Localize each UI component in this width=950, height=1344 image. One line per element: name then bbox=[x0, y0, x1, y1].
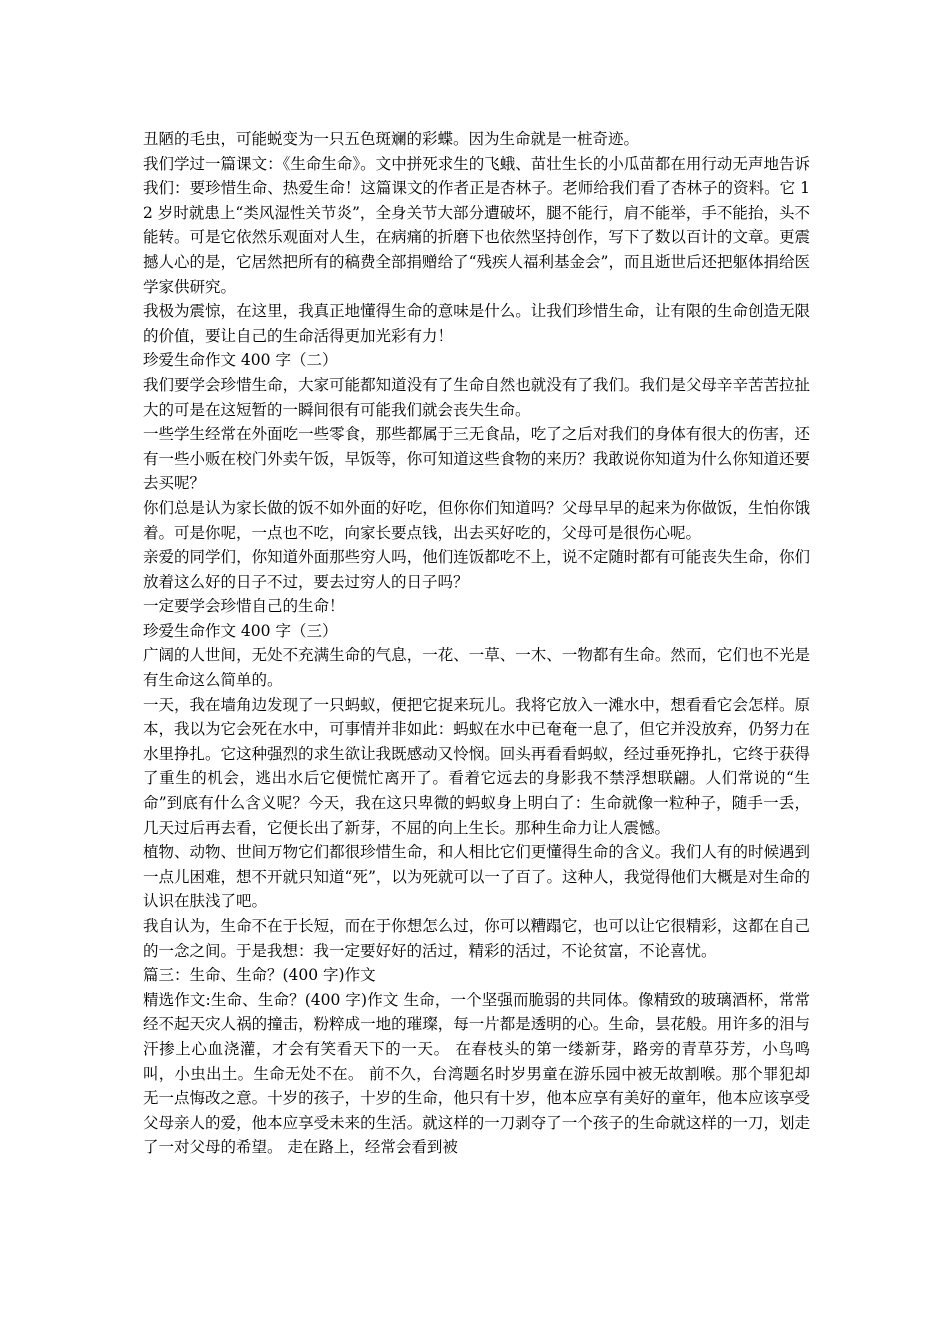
paragraph: 广阔的人世间，无处不充满生命的气息，一花、一草、一木、一物都有生命。然而，它们也不光是有生命这么简单的。 bbox=[143, 646, 810, 690]
document-body bbox=[143, 127, 810, 1160]
paragraph: 一些学生经常在外面吃一些零食，那些都属于三无食品，吃了之后对我们的身体有很大的伤害，还有一些小贩在校门外卖午饭，早饭等，你可知道这些食物的来历？我敢说你知道为什么你知道还要去买呢？ bbox=[143, 425, 810, 493]
paragraph: 我极为震惊，在这里，我真正地懂得生命的意味是什么。让我们珍惜生命，让有限的生命创造无限的价值，要让自己的生命活得更加光彩有力！ bbox=[143, 302, 810, 345]
paragraph: 亲爱的同学们，你知道外面那些穷人吗，他们连饭都吃不上，说不定随时都有可能丧失生命，你们放着这么好的日子不过，要去过穷人的日子吗？ bbox=[143, 548, 810, 591]
section-heading: 篇三：生命、生命？(400 字)作文 bbox=[143, 966, 376, 985]
paragraph: 一天，我在墙角边发现了一只蚂蚁，便把它捉来玩儿。我将它放入一滩水中，想看看它会怎样。原本，我以为它会死在水中，可事情并非如此：蚂蚁在水中已奄奄一息了，但它并没放弃，仍努力在水里挣扎。它这种强烈的求生欲让我既感动又怜悯。回头再看看蚂蚁，经过垂死挣扎，它终于获得了重生的机会，逃出水后它便慌忙离开了。看着它远去的身影我不禁浮想联翩。人们常说的“生命”到底有什么含义呢？今天，我在这只卑微的蚂蚁身上明白了：生命就像一粒种子，随手一丢，几天过后再去看，它便长出了新芽，不屈的向上生长。那种生命力让人震憾。 bbox=[143, 695, 810, 837]
paragraph: 一定要学会珍惜自己的生命！ bbox=[143, 597, 345, 616]
paragraph: 我自认为，生命不在于长短，而在于你想怎么过，你可以糟蹋它，也可以让它很精彩，这都在自己的一念之间。于是我想：我一定要好好的活过，精彩的活过，不论贫富，不论喜忧。 bbox=[143, 917, 810, 960]
paragraph: 我们学过一篇课文：《生命生命》。文中拼死求生的飞蛾、苗壮生长的小瓜苗都在用行动无声地告诉我们：要珍惜生命、热爱生命！这篇课文的作者正是杏林子。老师给我们看了杏林子的资料。它 12 岁时就患上“类风湿性关节炎”，全身关节大部分遭破坏，腿不能行，肩不能举，手不能抬，头不能转。可是它依然乐观面对人生，在病痛的折磨下也依然坚持创作，写下了数以百计的文章。更震撼人心的是，它居然把所有的稿费全部捐赠给了“残疾人福利基金会”，而且逝世后还把躯体捐给医学家供研究。 bbox=[143, 154, 810, 296]
paragraph: 你们总是认为家长做的饭不如外面的好吃，但你你们知道吗？父母早早的起来为你做饭，生怕你饿着。可是你呢，一点也不吃，向家长要点钱，出去买好吃的，父母可是很伤心呢。 bbox=[143, 498, 810, 542]
paragraph: 植物、动物、世间万物它们都很珍惜生命，和人相比它们更懂得生命的含义。我们人有的时候遇到一点儿困难，想不开就只知道“死”，以为死就可以一了百了。这种人，我觉得他们大概是对生命的认识在肤浅了吧。 bbox=[143, 843, 810, 911]
paragraph: 丑陋的毛虫，可能蜕变为一只五色斑斓的彩蝶。因为生命就是一桩奇迹。 bbox=[143, 130, 640, 148]
paragraph: 精选作文:生命、生命？(400 字)作文 生命，一个坚强而脆弱的共同体。像精致的玻璃酒杯，常常经不起天灾人祸的撞击，粉粹成一地的璀璨，每一片都是透明的心。生命，昙花般。用许多的泪与汗掺上心血浇灌，才会有笑看天下的一天。 在春枝头的第一缕新芽，路旁的青草芬芳，小鸟鸣叫，小虫出土。生命无处不在。 前不久，台湾题名时岁男童在游乐园中被无故割喉。那个罪犯却无一点悔改之意。十岁的孩子，十岁的生命，他只有十岁，他本应享有美好的童年，他本应该享受父母亲人的爱，他本应享受未来的生活。就这样的一刀剥夺了一个孩子的生命就这样的一刀，划走了一对父母的希望。 走在路上，经常会看到被 bbox=[143, 990, 810, 1157]
section-heading: 珍爱生命作文 400 字（二） bbox=[143, 351, 338, 370]
section-heading: 珍爱生命作文 400 字（三） bbox=[143, 621, 338, 640]
paragraph: 我们要学会珍惜生命，大家可能都知道没有了生命自然也就没有了我们。我们是父母辛辛苦苦拉扯大的可是在这短暂的一瞬间很有可能我们就会丧失生命。 bbox=[143, 375, 810, 419]
